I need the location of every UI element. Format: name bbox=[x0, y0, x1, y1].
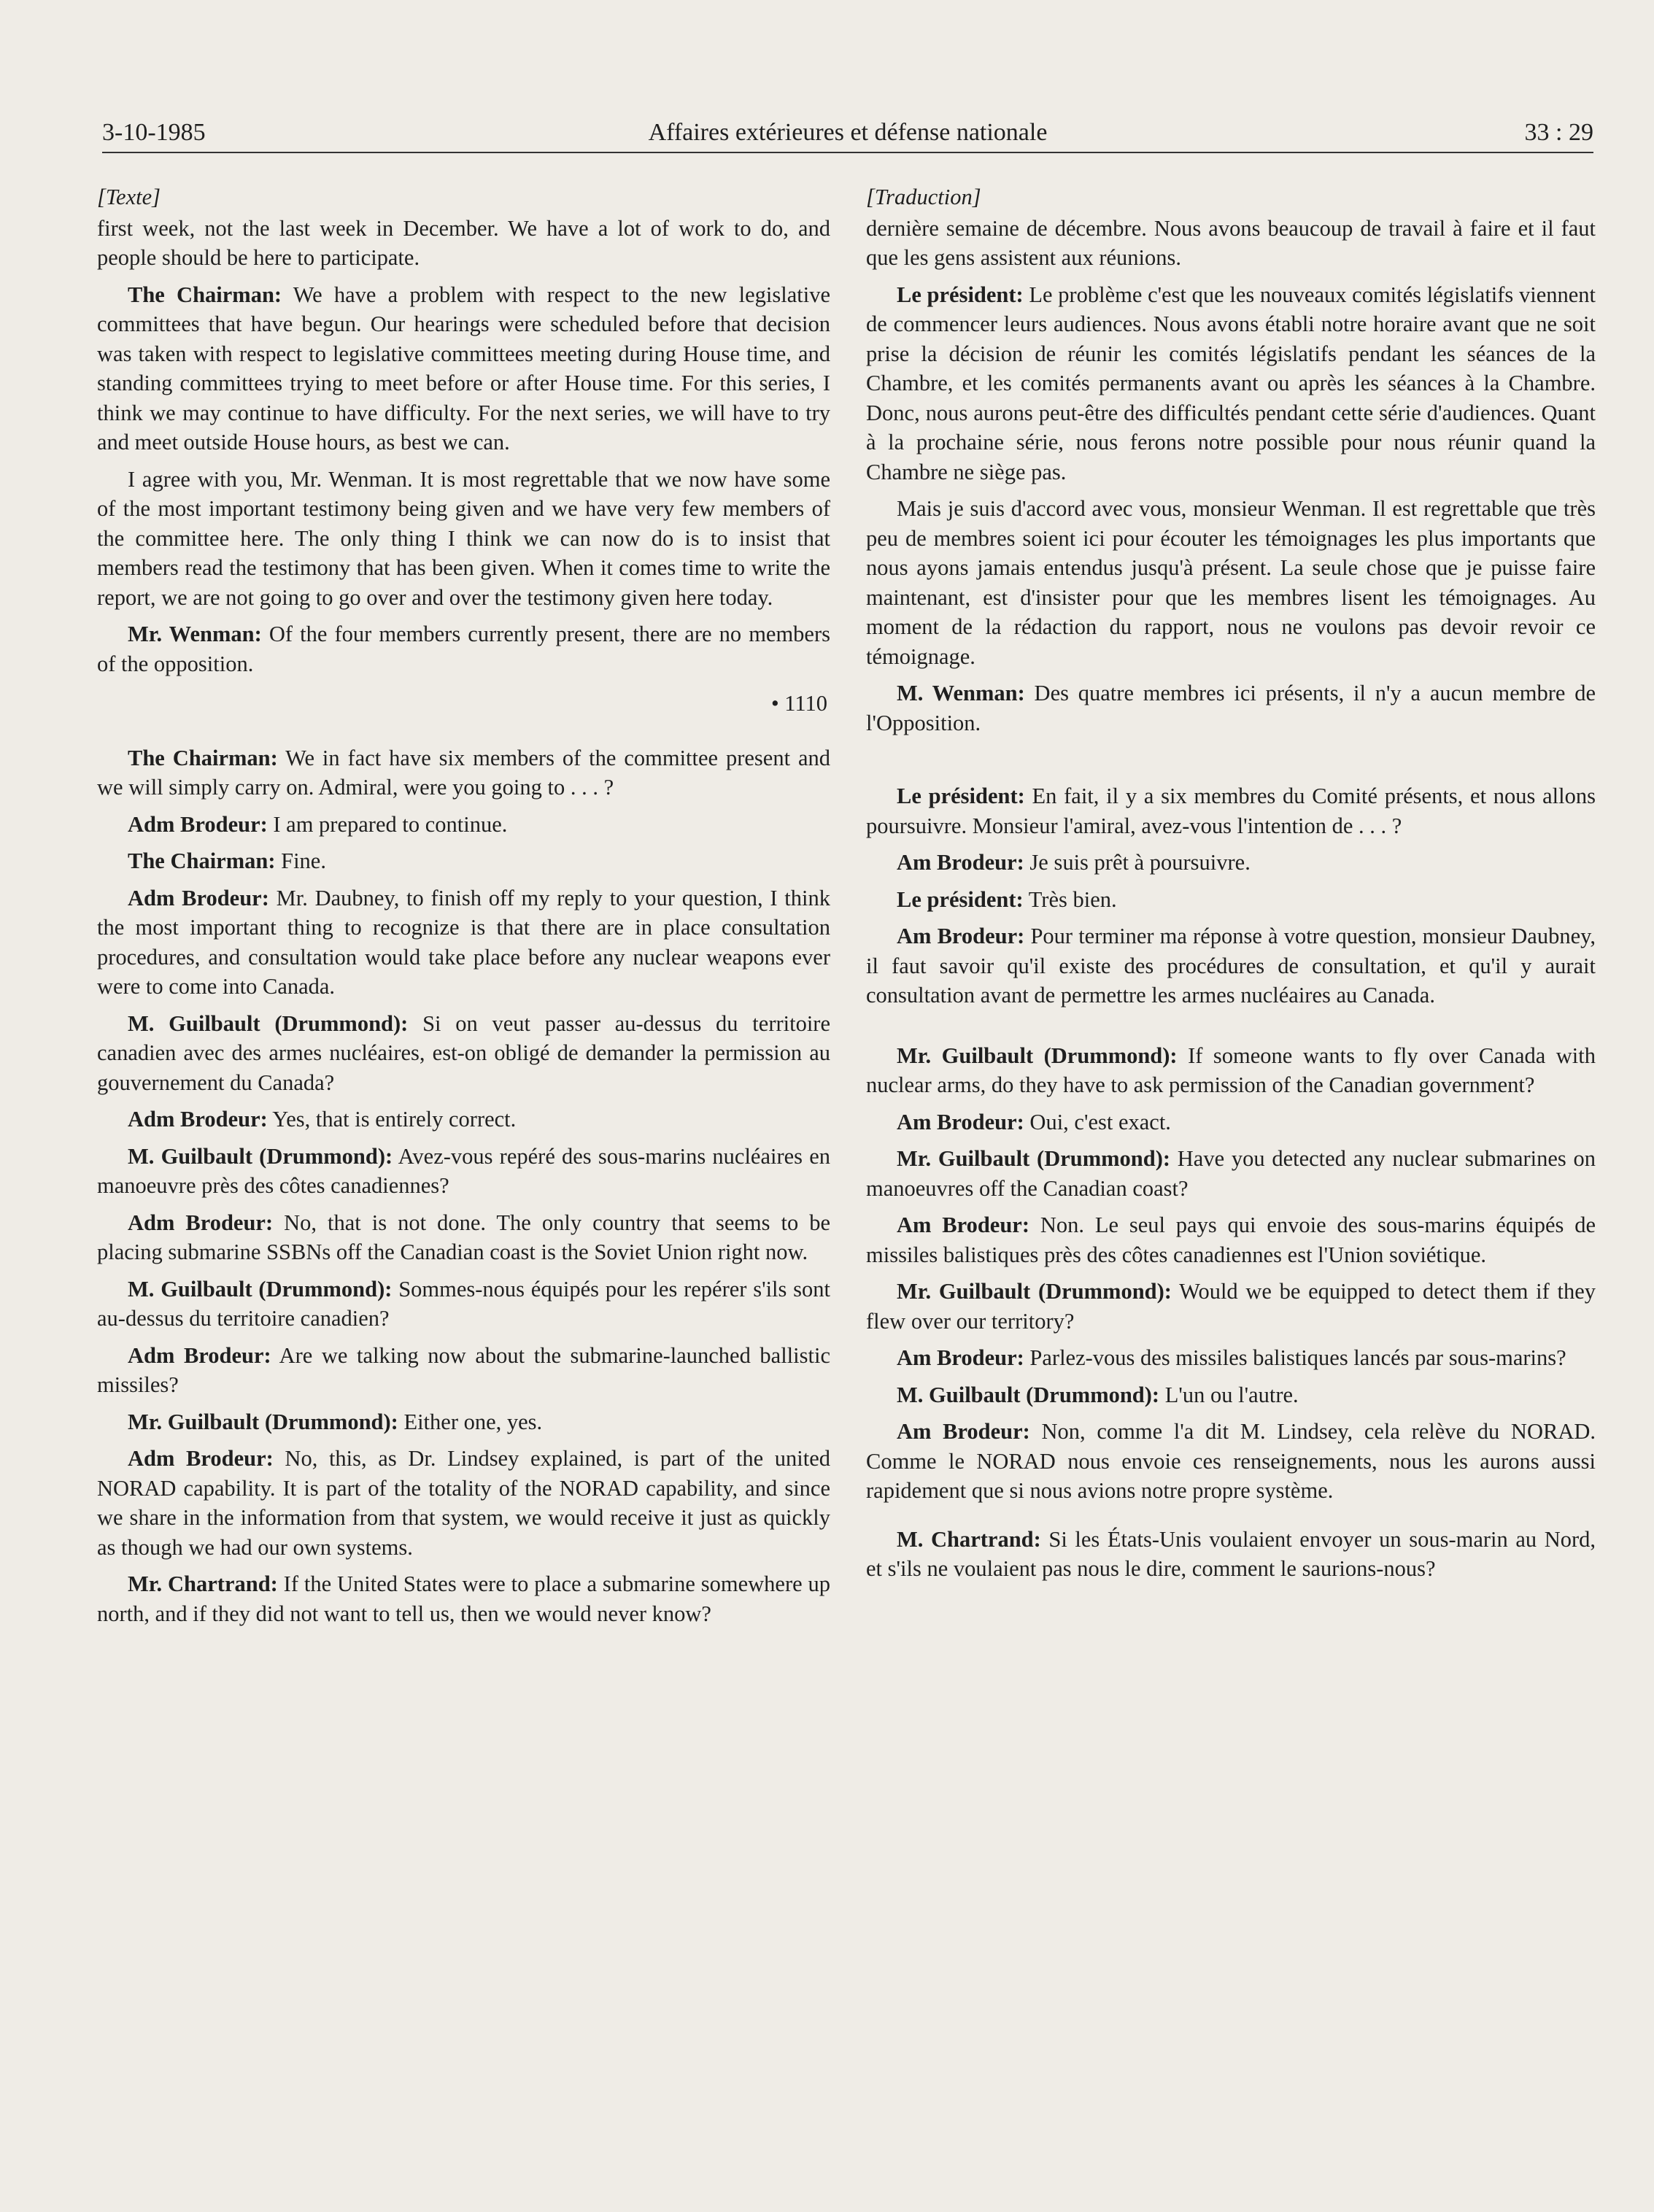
speech-text: Des quatre membres ici présents, il n'y a aucun membre de l'Opposition. bbox=[866, 681, 1596, 735]
speaker-name: Am Brodeur: bbox=[897, 1419, 1030, 1444]
speech-paragraph bbox=[866, 848, 1596, 878]
speaker-name: M. Guilbault (Drummond): bbox=[128, 1143, 393, 1169]
speaker-name: M. Wenman: bbox=[897, 681, 1025, 705]
header-title: Affaires extérieures et défense nationale bbox=[648, 119, 1048, 146]
english-column bbox=[97, 182, 830, 2139]
speech-paragraph bbox=[866, 1380, 1596, 1410]
french-column-heading: [Traduction] bbox=[866, 185, 981, 209]
french-block-1 bbox=[866, 280, 1596, 738]
english-block-after-marker bbox=[97, 743, 830, 1629]
speech-paragraph bbox=[866, 1210, 1596, 1269]
speech-text: If the United States were to place a submarine somewhere up north, and if they did not want to tell us, then we would never know? bbox=[97, 1571, 830, 1626]
header-date: 3-10-1985 bbox=[102, 119, 206, 146]
english-opening-paragraph: first week, not the last week in December. We have a lot of work to do, and people should be here to participate. bbox=[97, 215, 830, 270]
speech-text: If someone wants to fly over Canada with nuclear arms, do they have to ask permission of the Canadian government? bbox=[866, 1043, 1596, 1097]
french-block-4 bbox=[866, 1525, 1596, 1584]
speaker-name: Adm Brodeur: bbox=[128, 811, 268, 837]
speaker-name: Le président: bbox=[897, 784, 1025, 808]
speech-text: Je suis prêt à poursuivre. bbox=[1029, 850, 1251, 875]
speech-text: Non. Le seul pays qui envoie des sous-marins équipés de missiles balistiques près des côtes canadiennes est l'Union soviétique. bbox=[866, 1213, 1596, 1267]
speaker-name: Le président: bbox=[897, 886, 1024, 912]
speech-text: Pour terminer ma réponse à votre question, monsieur Daubney, il faut savoir qu'il existe des procédures de consultation, et qu'il y aurait consultation avant de permettre les armes nucléaires au Canada. bbox=[866, 924, 1596, 1008]
speaker-name: M. Guilbault (Drummond): bbox=[897, 1382, 1160, 1407]
speech-text: Fine. bbox=[281, 848, 326, 873]
speech-text: L'un ou l'autre. bbox=[1164, 1382, 1299, 1407]
speech-paragraph bbox=[97, 1444, 830, 1562]
english-column-heading: [Texte] bbox=[97, 185, 161, 209]
speech-paragraph bbox=[866, 678, 1596, 738]
speaker-name: Am Brodeur: bbox=[897, 1345, 1024, 1370]
speech-text: Très bien. bbox=[1028, 886, 1117, 912]
speech-paragraph bbox=[97, 1105, 830, 1134]
speech-paragraph bbox=[866, 280, 1596, 487]
speaker-name: M. Guilbault (Drummond): bbox=[128, 1010, 409, 1036]
speaker-name: Am Brodeur: bbox=[897, 1213, 1030, 1237]
speech-text: Le problème c'est que les nouveaux comités législatifs viennent de commencer leurs audiences. Nous avons établi notre horaire avant que ne soit prise la décision de réunir les comités législatifs pendant les séances de la Chambre, et les comités permanents avant ou après les séances à la Chambre. Donc, nous aurons peut-être des difficultés pendant cette série d'audiences. Quant à la prochaine série, nous ferons notre possible pour nous réunir quand la Chambre ne siège pas. bbox=[866, 282, 1596, 484]
speech-paragraph bbox=[866, 1417, 1596, 1506]
speaker-name: M. Chartrand: bbox=[897, 1526, 1041, 1552]
time-marker: • 1110 bbox=[770, 691, 827, 716]
speech-paragraph bbox=[97, 846, 830, 876]
speech-paragraph bbox=[97, 1009, 830, 1098]
speech-paragraph bbox=[97, 743, 830, 803]
speech-text: En fait, il y a six membres du Comité présents, et nous allons poursuivre. Monsieur l'amiral, avez-vous l'intention de . . . ? bbox=[866, 784, 1596, 838]
speech-paragraph bbox=[97, 1275, 830, 1334]
speech-text: I agree with you, Mr. Wenman. It is most regrettable that we now have some of the most important testimony being given and we have very few members of the committee here. The only thing I think we can now do is to insist that members read the testimony that has been given. When it comes time to write the report, we are not going to go over and over the testimony given here today. bbox=[97, 466, 830, 610]
speech-text: Sommes-nous équipés pour les repérer s'ils sont au-dessus du territoire canadien? bbox=[97, 1276, 831, 1331]
speech-text: No, that is not done. The only country that seems to be placing submarine SSBNs off the Canadian coast is the Soviet Union right now. bbox=[97, 1210, 830, 1264]
speech-text: Non, comme l'a dit M. Lindsey, cela relève du NORAD. Comme le NORAD nous envoie ces renseignements, nous les aurons aussi rapidement que si nous avions notre propre système. bbox=[866, 1419, 1596, 1503]
speaker-name: Mr. Wenman: bbox=[128, 622, 262, 646]
speaker-name: Mr. Guilbault (Drummond): bbox=[897, 1043, 1178, 1068]
french-column bbox=[866, 182, 1596, 2139]
speech-paragraph bbox=[866, 1144, 1596, 1203]
speech-paragraph bbox=[866, 1343, 1596, 1373]
speech-text: I am prepared to continue. bbox=[273, 811, 508, 837]
speaker-name: Adm Brodeur: bbox=[128, 1342, 271, 1368]
speaker-name: Le président: bbox=[897, 282, 1024, 307]
speech-paragraph bbox=[866, 885, 1596, 915]
speech-paragraph bbox=[97, 1569, 830, 1628]
speaker-name: Adm Brodeur: bbox=[128, 1210, 274, 1235]
speech-text: Si les États-Unis voulaient envoyer un sous-marin au Nord, et s'ils ne voulaient pas nous le dire, comment le saurions-nous? bbox=[866, 1526, 1596, 1581]
speech-text: No, this, as Dr. Lindsey explained, is part of the united NORAD capability. It is part of the totality of the NORAD capability, and since we share in the information from that system, we would receive it just as quickly as though we had our own systems. bbox=[97, 1446, 830, 1560]
speech-paragraph bbox=[866, 1041, 1596, 1100]
page-header bbox=[102, 109, 1593, 153]
speech-text: We in fact have six members of the committee present and we will simply carry on. Admiral, were you going to . . . ? bbox=[97, 745, 830, 800]
speech-text: Oui, c'est exact. bbox=[1029, 1109, 1171, 1134]
speech-paragraph bbox=[866, 781, 1596, 840]
speech-text: Are we talking now about the submarine-launched ballistic missiles? bbox=[97, 1342, 830, 1397]
speaker-name: Mr. Chartrand: bbox=[128, 1571, 278, 1596]
speech-paragraph bbox=[97, 465, 830, 613]
speech-paragraph bbox=[97, 1208, 830, 1267]
speech-text: Mr. Daubney, to finish off my reply to your question, I think the most important thing to recognize is that there are in place consultation procedures, and consultation would take place before any nuclear weapons ever were to come into Canada. bbox=[97, 885, 831, 999]
speaker-name: Mr. Guilbault (Drummond): bbox=[128, 1409, 398, 1434]
speech-paragraph bbox=[97, 1142, 830, 1201]
speaker-name: Adm Brodeur: bbox=[128, 885, 269, 910]
french-opening-paragraph: dernière semaine de décembre. Nous avons beaucoup de travail à faire et il faut que les gens assistent aux réunions. bbox=[866, 215, 1596, 270]
speech-text: Yes, that is entirely correct. bbox=[272, 1107, 517, 1132]
speech-paragraph bbox=[97, 810, 830, 840]
speech-text: Avez-vous repéré des sous-marins nucléaires en manoeuvre près des côtes canadiennes? bbox=[97, 1143, 830, 1198]
speech-paragraph bbox=[866, 1107, 1596, 1137]
speech-text: Parlez-vous des missiles balistiques lancés par sous-marins? bbox=[1029, 1345, 1566, 1370]
speaker-name: Am Brodeur: bbox=[897, 1109, 1024, 1134]
speech-text: We have a problem with respect to the new legislative committees that have begun. Our hearings were scheduled before that decision was taken with respect to legislative committees meeting during House time, and standing committees trying to meet before or after House time. For this series, I think we may continue to have difficulty. For the next series, we will have to try and meet outside House hours, as best we can. bbox=[97, 282, 831, 455]
speech-paragraph bbox=[866, 921, 1596, 1010]
header-page-number: 33 : 29 bbox=[1524, 119, 1593, 146]
speech-text: Either one, yes. bbox=[403, 1409, 543, 1434]
speech-paragraph bbox=[97, 280, 830, 457]
speaker-name: Adm Brodeur: bbox=[128, 1446, 274, 1471]
speaker-name: Am Brodeur: bbox=[897, 850, 1024, 875]
speech-paragraph bbox=[97, 619, 830, 678]
speech-text: Have you detected any nuclear submarines on manoeuvres off the Canadian coast? bbox=[866, 1146, 1596, 1201]
speaker-name: M. Guilbault (Drummond): bbox=[128, 1276, 393, 1302]
speaker-name: Adm Brodeur: bbox=[128, 1107, 268, 1132]
speech-paragraph bbox=[97, 883, 830, 1002]
speech-paragraph bbox=[866, 494, 1596, 671]
speaker-name: The Chairman: bbox=[128, 848, 276, 873]
speaker-name: Mr. Guilbault (Drummond): bbox=[897, 1146, 1171, 1171]
speech-paragraph bbox=[97, 1407, 830, 1437]
french-block-3 bbox=[866, 1041, 1596, 1506]
speaker-name: The Chairman: bbox=[128, 745, 278, 770]
english-block-before-marker bbox=[97, 280, 830, 679]
speaker-name: Am Brodeur: bbox=[897, 924, 1025, 948]
speech-text: Si on veut passer au-dessus du territoire canadien avec des armes nucléaires, est-on obligé de demander la permission au gouvernement du Canada? bbox=[97, 1010, 830, 1095]
speech-text: Mais je suis d'accord avec vous, monsieur Wenman. Il est regrettable que très peu de membres soient ici pour écouter les témoignages les plus importants que nous ayons jamais entendus jusqu'à présent. La seule chose que je puisse faire maintenant, est d'insister pour que les membres lisent les témoignages. Au moment de la rédaction du rapport, nous ne voulons pas devoir revoir ce témoignage. bbox=[866, 496, 1596, 669]
speech-paragraph bbox=[866, 1277, 1596, 1336]
speech-paragraph bbox=[866, 1525, 1596, 1584]
speech-paragraph bbox=[97, 1341, 830, 1400]
french-block-2 bbox=[866, 781, 1596, 1010]
speech-text: Would we be equipped to detect them if they flew over our territory? bbox=[866, 1279, 1596, 1334]
speech-text: Of the four members currently present, there are no members of the opposition. bbox=[97, 622, 830, 676]
speaker-name: The Chairman: bbox=[128, 282, 282, 307]
speaker-name: Mr. Guilbault (Drummond): bbox=[897, 1279, 1172, 1304]
